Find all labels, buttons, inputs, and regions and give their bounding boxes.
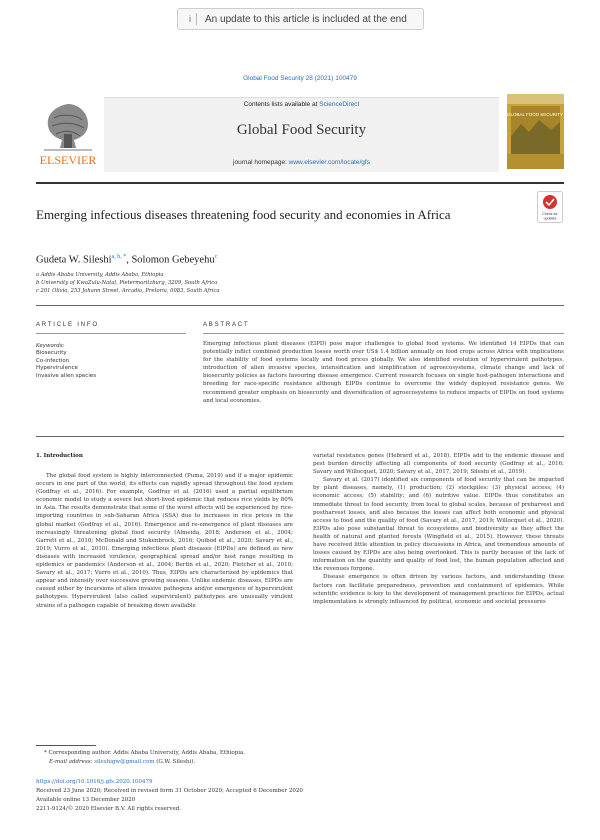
email-line [36, 759, 195, 765]
received-dates: Received 23 June 2020; Received in revised form 31 October 2020; Accepted 6 December 2020 [36, 788, 303, 794]
section-heading: 1. Introduction [36, 453, 83, 459]
keywords-list [36, 343, 186, 380]
contents-prefix: Contents lists available at [243, 101, 320, 108]
abstract-heading: ABSTRACT [203, 322, 250, 328]
body-column-left [36, 472, 293, 610]
body-column-right [313, 452, 564, 606]
keywords-label: Keywords: [36, 343, 65, 349]
cover-title: GLOBAL FOOD SECURITY [507, 112, 564, 117]
homepage-link[interactable]: www.elsevier.com/locate/gfs [288, 159, 370, 166]
update-banner[interactable] [177, 8, 424, 30]
journal-title: Global Food Security [236, 122, 367, 138]
svg-text:Check for: Check for [542, 212, 558, 216]
email-link[interactable]: sileshigw@gmail.com [94, 759, 155, 765]
keyword: Invasive alien species [36, 372, 97, 379]
publisher-name: ELSEVIER [39, 153, 97, 167]
email-label: E-mail address: [49, 759, 95, 765]
info-icon: i [184, 13, 197, 25]
author-affiliation-marker[interactable]: c [214, 254, 218, 260]
footnote-rule [36, 745, 96, 746]
doi-link[interactable]: https://doi.org/10.1016/j.gfs.2020.100479 [36, 779, 153, 785]
paragraph: Savary et al. (2017) identified six components of food security that can be impacted by plant diseases, namely, (1) production; (2) stockpiles; (3) physical access; (4) economic access; (5) stability; and (6) nutritive value. EIPDs thus constitutes an immediate threat to food security, from local to global scales, because of preharvest and postharvest losses, and also because the losses can affect both economic and physical access to food and the quality of food (Savary et al., 2017, 2019; Willocquet et al., 2020). EIPDs also pose substantial threat to ecosystems and biodiversity as they affect the health of natural and planted forests (Wingfield et al., 2015). However, these threats have received little attention in policy discussions in Africa, and tremendous amounts of losses caused by EIPDs are also being overlooked. This is partly because of the lack of information on the quantity and quality of food lost, the human population affected and the revenues forgone. [313, 477, 564, 573]
sciencedirect-link[interactable]: ScienceDirect [319, 101, 360, 108]
affiliation: c 201 Olivia, 253 Johann Street, Arcadia, Pretoria, 0083, South Africa [36, 288, 220, 294]
abstract-rule [203, 333, 564, 334]
keyword: Hypervirulence [36, 365, 78, 372]
update-banner-text: An update to this article is included at the end [205, 13, 407, 25]
keyword: Biosecurity [36, 350, 67, 357]
available-online-date: Available online 13 December 2020 [36, 797, 136, 803]
keyword: Co-infection [36, 357, 70, 364]
journal-homepage [104, 159, 499, 166]
affiliation: b University of KwaZulu-Natal, Pietermaritzburg, 3209, South Africa [36, 280, 218, 286]
journal-cover-image [507, 94, 564, 169]
abstract-text: Emerging infectious plant diseases (EIPD) pose major challenges to global food systems. We identified 14 EIPDs that can potentially inflict combined production losses worth over US$ 1.4 billion annually on food crops across Africa with implications for the stability of food systems locally and food prices globally. We also identified evolution of hypervirulent pathotypes, introduction of alien invasive species, intensification and simplification of agroecosystems, climate change and lack of biosecurity policies as factors favouring disease emergence. Current research focuses on single host-pathogen interactions and breeding for race-specific resistance although EIPDs continue to overcome the widely deployed resistance genes. We recommend greater emphasis on biosecurity and diversification of agroecosystems to reduce impacts of EIPDs on food systems and local economies. [203, 341, 564, 404]
journal-reference[interactable]: Global Food Security 28 (2021) 100479 [243, 75, 357, 82]
header-rule [36, 182, 564, 184]
paragraph: Disease emergence is often driven by various factors, and understanding these factors can facilitate preparedness, prevention and containment of epidemics. While scientific evidence is key to the development of management practices for EIPDs, actual implementation is strongly influenced by political, economic and societal pressures [313, 574, 564, 605]
email-suffix: (G.W. Sileshi). [154, 759, 196, 765]
check-for-updates-button[interactable] [537, 191, 563, 223]
article-info-rule [36, 333, 186, 334]
author-name[interactable]: Gudeta W. Sileshi [36, 254, 112, 266]
copyright-notice: 2211-9124/© 2020 Elsevier B.V. All rights reserved. [36, 806, 182, 812]
article-info-heading: ARTICLE INFO [36, 322, 99, 328]
affiliation: a Addis Ababa University, Addis Ababa, Ethiopia [36, 272, 164, 278]
elsevier-logo [36, 94, 100, 169]
svg-text:updates: updates [543, 216, 557, 221]
corresponding-author-note: * Corresponding author. Addis Ababa University, Addis Ababa, Ethiopia. [44, 750, 246, 756]
authors: Gudeta W. Sileshi$^{a, b, *}$, Solomon Gebeyehu$^c$ [36, 254, 218, 266]
body-rule [36, 436, 564, 437]
author-affiliation-marker[interactable]: a, b, * [111, 254, 127, 260]
contents-line [104, 101, 499, 108]
author-name[interactable]: Solomon Gebeyehu [131, 254, 215, 266]
section-rule [36, 305, 564, 306]
article-title: Emerging infectious diseases threatening food security and economies in Africa [36, 207, 451, 222]
paragraph: The global food system is highly interconnected (Puma, 2019) and if a major epidemic occurs in one part of the world, its effects can rapidly spread throughout the food system (Godfray et al., 2016). For example, Godfray et al. (2016) used a partial equilibrium economic model to study a severe but short-lived epidemic that reduces rice yields by 80% in Asia. The results demonstrate that some of the worst effects will be experienced by rice-importing countries in sub-Saharan Africa (SSA) due to increases in rice prices in the global market (Godfray et al., 2016). Emergence and re-emergence of plant diseases are increasingly threatening global food security (Almeida, 2018; Anderson et al., 2004; Garrett et al., 2010; McDonald and Stukenbrock, 2016; Quibod et al., 2020; Savary et al., 2019; Vurro et al., 2010). Emerging infectious plant diseases (EIPDs) are defined as new diseases with increased virulence, geographical spread and/or host range resulting in epidemics or pandemics (Anderson et al., 2004; Bertin et al., 2020; Fletcher et al., 2010; Savary et al., 2017; Vurro et al., 2010). Thus, EIPDs are characterized by epidemics that appear and intensify over successive growing seasons. Unlike endemic diseases, EIPDs are caused either by incursions of alien invasive pathogens and/or emergence of hypervirulent pathotypes. Hypervirulent (also called supervirulent) pathotypes are unusually virulent strains of a pathogen capable of breaking down available [36, 473, 293, 609]
homepage-prefix: journal homepage: [233, 159, 289, 166]
paragraph: varietal resistance genes (Hebrard et al., 2018). EIPDs add to the endemic disease and pest burden directly affecting all components of food security (Godfray et al., 2016; Savary and Willocquet, 2020; Savary et al., 2017, 2019; Sileshi et al., 2019). [313, 453, 564, 476]
